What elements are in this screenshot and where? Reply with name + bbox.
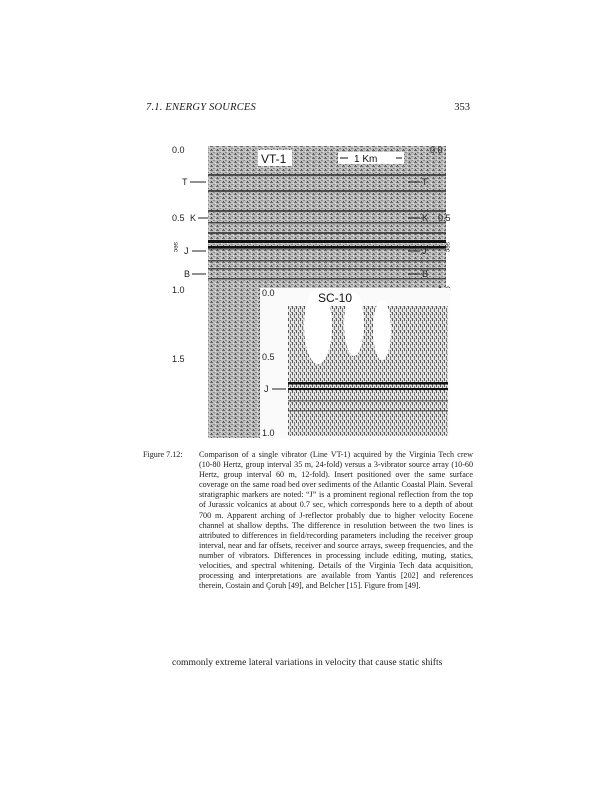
tick-label: 0.0 — [430, 145, 443, 155]
tick-label: 0.5 — [438, 213, 451, 223]
figure-caption — [143, 450, 473, 591]
insert-marker-label: J — [264, 384, 269, 394]
caption-text: Comparison of a single vibrator (Line VT-1) acquired by the Virginia Tech crew (10-80 Hertz, group interval 35 m, 24-fold) versus a 3-vibrator source array (10-60 Hertz, group interval 60 m, 12-fold). Insert positioned over the same surface coverage on the same road bed over sediments of the Atlantic Coastal Plain. Several stratigraphic markers are noted: “J” is a prominent regional reflection from the top of Jurassic volcanics at about 0.7 sec, which corresponds here to a depth of about 700 m. Apparent arching of J-reflector probably due to higher velocity Eocene channel at shallow depths. The difference in resolution between the two lines is attributed to differences in field/recording parameters including the receiver group interval, near and far offsets, receiver and source arrays, sweep frequencies, and the number of vibrators. Differences in processing include editing, muting, statics, velocities, and spectral whitening. Details of the Virginia Tech data acquisition, processing and interpretations are available from Yantis [202] and references therein, Costain and Çoruh [49], and Belcher [15]. Figure from [49]. — [199, 450, 473, 591]
tick-label: 1.0 — [172, 285, 185, 295]
tick-label: 0.5 — [172, 213, 185, 223]
panel-title-vt1: VT-1 — [261, 152, 287, 166]
marker-label: K — [190, 213, 197, 223]
page-number: 353 — [454, 102, 470, 113]
insert-tick-label: 0.0 — [262, 288, 275, 298]
marker-label: J — [422, 246, 427, 256]
axis-unit-label: sec — [172, 242, 179, 253]
scale-bar-label: 1 Km — [354, 154, 378, 165]
marker-label: K — [422, 213, 429, 223]
seismic-section-image — [168, 138, 458, 442]
seismic-figure — [168, 138, 458, 442]
marker-label: T — [182, 177, 188, 187]
axis-unit-label: sec — [444, 242, 451, 253]
running-header — [146, 102, 470, 118]
caption-label: Figure 7.12: — [143, 450, 183, 459]
tick-label: 1.5 — [172, 354, 185, 364]
panel-title-sc10: SC-10 — [318, 291, 353, 305]
insert-tick-label: 1.0 — [262, 428, 275, 438]
tick-label: 0.0 — [172, 145, 185, 155]
body-paragraph: commonly extreme lateral variations in velocity that cause static shifts — [172, 657, 443, 668]
marker-label: B — [184, 269, 191, 279]
marker-label: T — [422, 177, 428, 187]
marker-label: J — [184, 246, 189, 256]
section-title: 7.1. ENERGY SOURCES — [146, 102, 256, 113]
insert-tick-label: 0.5 — [262, 352, 275, 362]
marker-label: B — [422, 269, 429, 279]
